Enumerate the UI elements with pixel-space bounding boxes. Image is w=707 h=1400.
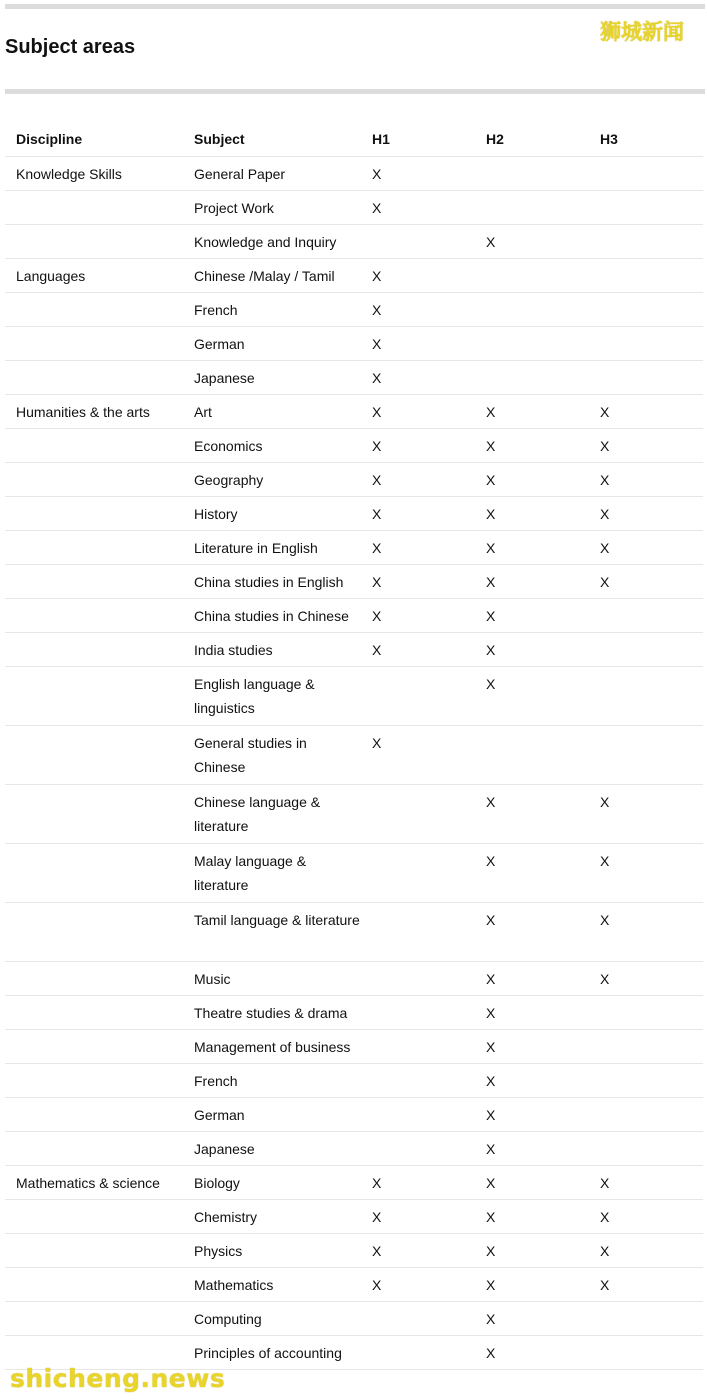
cell-h3 — [589, 327, 703, 361]
cell-subject: China studies in English — [183, 565, 361, 599]
cell-h1: X — [361, 395, 475, 429]
cell-discipline — [5, 667, 183, 726]
cell-h3 — [589, 361, 703, 395]
cell-subject: Knowledge and Inquiry — [183, 225, 361, 259]
cell-h2: X — [475, 497, 589, 531]
cell-h1: X — [361, 157, 475, 191]
cell-h1 — [361, 844, 475, 903]
cell-discipline — [5, 293, 183, 327]
cell-discipline — [5, 361, 183, 395]
table-row — [5, 361, 703, 395]
cell-subject: Art — [183, 395, 361, 429]
cell-h2: X — [475, 395, 589, 429]
cell-h2 — [475, 191, 589, 225]
cell-h3 — [589, 726, 703, 785]
cell-h1: X — [361, 1268, 475, 1302]
table-row — [5, 157, 703, 191]
table-row — [5, 1200, 703, 1234]
cell-subject: China studies in Chinese — [183, 599, 361, 633]
cell-h2: X — [475, 1268, 589, 1302]
cell-h2: X — [475, 599, 589, 633]
cell-discipline — [5, 1302, 183, 1336]
cell-h3 — [589, 157, 703, 191]
section-divider — [5, 89, 705, 94]
subject-table — [5, 121, 703, 1370]
cell-h2: X — [475, 1302, 589, 1336]
table-row — [5, 1234, 703, 1268]
cell-h1: X — [361, 327, 475, 361]
cell-h3: X — [589, 962, 703, 996]
header-h2: H2 — [475, 121, 589, 157]
cell-h1: X — [361, 361, 475, 395]
cell-discipline: Knowledge Skills — [5, 157, 183, 191]
table-row — [5, 395, 703, 429]
cell-h3: X — [589, 844, 703, 903]
table-header-row — [5, 121, 703, 157]
cell-subject: English language & linguistics — [183, 667, 361, 726]
cell-h3 — [589, 667, 703, 726]
cell-h3: X — [589, 1166, 703, 1200]
cell-h2: X — [475, 463, 589, 497]
cell-h2: X — [475, 1030, 589, 1064]
cell-h1 — [361, 962, 475, 996]
cell-h2: X — [475, 1336, 589, 1370]
cell-subject: India studies — [183, 633, 361, 667]
cell-h2: X — [475, 996, 589, 1030]
cell-subject: Chinese /Malay / Tamil — [183, 259, 361, 293]
cell-h3 — [589, 633, 703, 667]
cell-h1 — [361, 1336, 475, 1370]
cell-h2 — [475, 157, 589, 191]
cell-h1: X — [361, 463, 475, 497]
cell-discipline — [5, 1064, 183, 1098]
cell-discipline — [5, 1268, 183, 1302]
header-subject: Subject — [183, 121, 361, 157]
cell-subject: Geography — [183, 463, 361, 497]
cell-h1 — [361, 1302, 475, 1336]
cell-discipline — [5, 844, 183, 903]
table-row — [5, 1132, 703, 1166]
cell-h3 — [589, 1064, 703, 1098]
cell-discipline — [5, 191, 183, 225]
cell-h3: X — [589, 565, 703, 599]
cell-h1: X — [361, 726, 475, 785]
cell-h3 — [589, 225, 703, 259]
table-row — [5, 463, 703, 497]
table-row — [5, 667, 703, 726]
cell-h2: X — [475, 1234, 589, 1268]
cell-discipline — [5, 1030, 183, 1064]
table-row — [5, 844, 703, 903]
cell-subject: German — [183, 327, 361, 361]
cell-subject: German — [183, 1098, 361, 1132]
cell-h3 — [589, 293, 703, 327]
cell-subject: Chemistry — [183, 1200, 361, 1234]
cell-discipline — [5, 726, 183, 785]
cell-h3: X — [589, 531, 703, 565]
cell-subject: Computing — [183, 1302, 361, 1336]
table-row — [5, 429, 703, 463]
cell-h1: X — [361, 191, 475, 225]
table-row — [5, 191, 703, 225]
cell-h1 — [361, 225, 475, 259]
header-discipline: Discipline — [5, 121, 183, 157]
cell-h2 — [475, 293, 589, 327]
cell-h3 — [589, 599, 703, 633]
cell-h3 — [589, 1098, 703, 1132]
cell-discipline — [5, 1098, 183, 1132]
cell-subject: History — [183, 497, 361, 531]
cell-h1 — [361, 785, 475, 844]
cell-h2: X — [475, 531, 589, 565]
cell-subject: Japanese — [183, 361, 361, 395]
page-title: Subject areas — [5, 36, 136, 58]
cell-h2: X — [475, 962, 589, 996]
cell-h3: X — [589, 429, 703, 463]
table-row — [5, 225, 703, 259]
cell-h3: X — [589, 1234, 703, 1268]
cell-subject: Chinese language & literature — [183, 785, 361, 844]
cell-h1: X — [361, 1234, 475, 1268]
cell-discipline: Mathematics & science — [5, 1166, 183, 1200]
cell-h2: X — [475, 633, 589, 667]
table-row — [5, 327, 703, 361]
cell-h3: X — [589, 785, 703, 844]
cell-discipline — [5, 1200, 183, 1234]
cell-discipline: Humanities & the arts — [5, 395, 183, 429]
cell-discipline — [5, 497, 183, 531]
cell-discipline — [5, 633, 183, 667]
cell-discipline — [5, 962, 183, 996]
cell-h3 — [589, 1132, 703, 1166]
cell-subject: Music — [183, 962, 361, 996]
table-row — [5, 259, 703, 293]
cell-h2: X — [475, 1132, 589, 1166]
cell-h1 — [361, 667, 475, 726]
cell-discipline — [5, 463, 183, 497]
table-row — [5, 1302, 703, 1336]
cell-h2 — [475, 327, 589, 361]
cell-h3: X — [589, 497, 703, 531]
cell-subject: Management of business — [183, 1030, 361, 1064]
cell-h2 — [475, 726, 589, 785]
cell-h1: X — [361, 259, 475, 293]
cell-subject: Principles of accounting — [183, 1336, 361, 1370]
cell-subject: Literature in English — [183, 531, 361, 565]
cell-h2: X — [475, 225, 589, 259]
cell-discipline — [5, 1234, 183, 1268]
cell-discipline — [5, 1132, 183, 1166]
cell-subject: Economics — [183, 429, 361, 463]
cell-h1 — [361, 996, 475, 1030]
cell-h1 — [361, 903, 475, 962]
cell-h1: X — [361, 429, 475, 463]
cell-discipline — [5, 565, 183, 599]
cell-h2: X — [475, 1098, 589, 1132]
table-row — [5, 531, 703, 565]
cell-discipline — [5, 225, 183, 259]
table-row — [5, 599, 703, 633]
cell-discipline — [5, 531, 183, 565]
cell-h3 — [589, 259, 703, 293]
cell-h2: X — [475, 667, 589, 726]
cell-h1: X — [361, 531, 475, 565]
cell-h3: X — [589, 463, 703, 497]
cell-h3 — [589, 1030, 703, 1064]
table-row — [5, 962, 703, 996]
cell-subject: Mathematics — [183, 1268, 361, 1302]
table-row — [5, 903, 703, 962]
table-row — [5, 1098, 703, 1132]
cell-h1: X — [361, 1200, 475, 1234]
cell-subject: Tamil language & literature — [183, 903, 361, 962]
cell-h1 — [361, 1064, 475, 1098]
cell-h1: X — [361, 293, 475, 327]
table-row — [5, 497, 703, 531]
cell-subject: Malay language & literature — [183, 844, 361, 903]
table-body — [5, 157, 703, 1370]
cell-subject: Theatre studies & drama — [183, 996, 361, 1030]
cell-h1: X — [361, 633, 475, 667]
cell-h3 — [589, 1302, 703, 1336]
cell-discipline: Languages — [5, 259, 183, 293]
cell-h1 — [361, 1132, 475, 1166]
cell-h2: X — [475, 785, 589, 844]
watermark-logo-bottom: shicheng.news — [10, 1364, 226, 1393]
cell-h2: X — [475, 1200, 589, 1234]
cell-h2 — [475, 361, 589, 395]
header-h3: H3 — [589, 121, 703, 157]
cell-h2: X — [475, 844, 589, 903]
cell-discipline — [5, 785, 183, 844]
table-row — [5, 1268, 703, 1302]
cell-discipline — [5, 327, 183, 361]
table-row — [5, 726, 703, 785]
cell-subject: Project Work — [183, 191, 361, 225]
cell-h1: X — [361, 565, 475, 599]
cell-h2: X — [475, 565, 589, 599]
cell-h1 — [361, 1098, 475, 1132]
cell-subject: General Paper — [183, 157, 361, 191]
table-row — [5, 633, 703, 667]
cell-h3 — [589, 191, 703, 225]
cell-h1 — [361, 1030, 475, 1064]
cell-subject: General studies in Chinese — [183, 726, 361, 785]
cell-subject: French — [183, 1064, 361, 1098]
cell-discipline — [5, 996, 183, 1030]
watermark-logo-top: 狮城新闻 — [600, 20, 684, 44]
table-row — [5, 565, 703, 599]
cell-h2: X — [475, 903, 589, 962]
cell-h1: X — [361, 497, 475, 531]
table-row — [5, 1064, 703, 1098]
cell-h2: X — [475, 429, 589, 463]
cell-discipline — [5, 599, 183, 633]
cell-h3: X — [589, 395, 703, 429]
top-divider — [5, 4, 705, 9]
header-h1: H1 — [361, 121, 475, 157]
cell-discipline — [5, 429, 183, 463]
table-row — [5, 1030, 703, 1064]
table-row — [5, 996, 703, 1030]
cell-h3: X — [589, 903, 703, 962]
cell-h1: X — [361, 1166, 475, 1200]
cell-h3 — [589, 996, 703, 1030]
table-row — [5, 1166, 703, 1200]
cell-h2: X — [475, 1064, 589, 1098]
cell-subject: Biology — [183, 1166, 361, 1200]
cell-subject: Japanese — [183, 1132, 361, 1166]
cell-h1: X — [361, 599, 475, 633]
cell-h3: X — [589, 1268, 703, 1302]
cell-subject: French — [183, 293, 361, 327]
cell-h2 — [475, 259, 589, 293]
table-row — [5, 293, 703, 327]
cell-subject: Physics — [183, 1234, 361, 1268]
table-row — [5, 785, 703, 844]
cell-h3 — [589, 1336, 703, 1370]
cell-h2: X — [475, 1166, 589, 1200]
cell-discipline — [5, 903, 183, 962]
cell-h3: X — [589, 1200, 703, 1234]
